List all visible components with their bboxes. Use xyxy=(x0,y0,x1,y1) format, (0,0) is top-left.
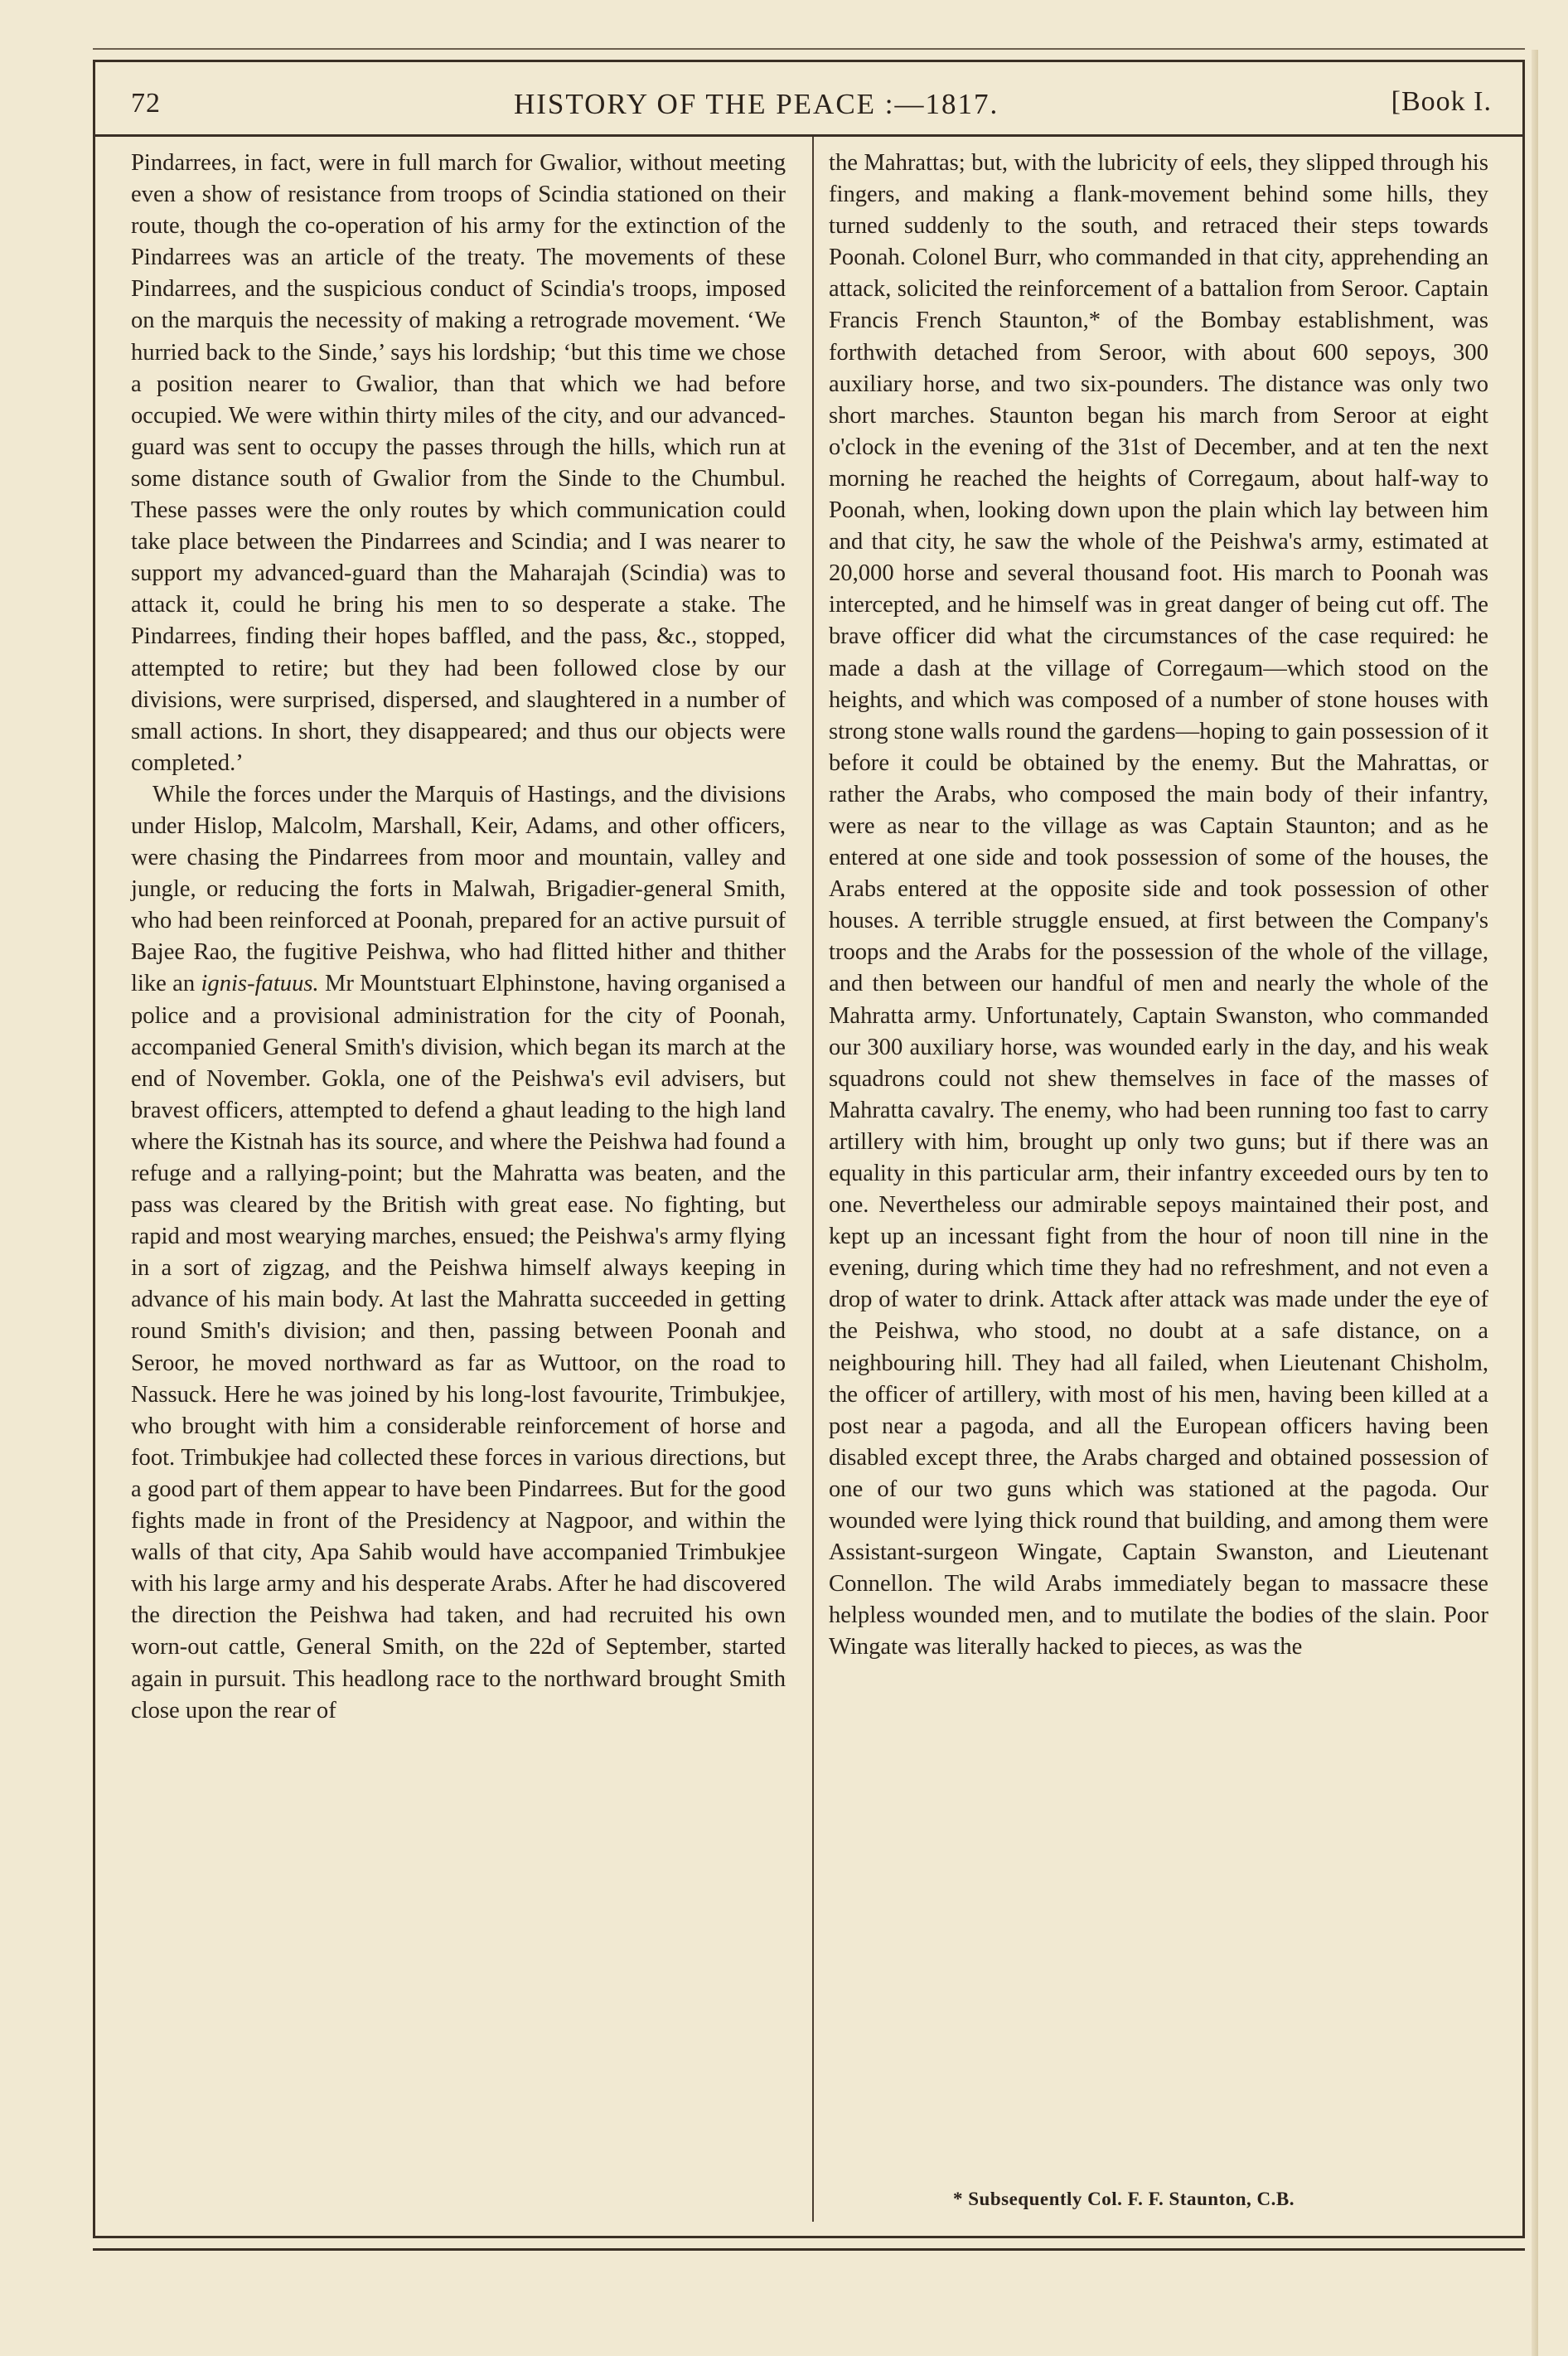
right-paragraph-1: the Mahrattas; but, with the lubricity of eels, they slipped through his fingers, and making a flank-movement behind some hills, they turned suddenly to the south, and retraced their steps towards Poonah. Colonel Burr, who commanded in that city, apprehending an attack, solicited the reinforcement of a battalion from Seroor. Captain Francis French Staunton,* of the Bombay establishment, was forthwith detached from Seroor, with about 600 sepoys, 300 auxiliary horse, and two six-pounders. The distance was only two short marches. Staunton began his march from Seroor at eight o'clock in the evening of the 31st of December, and at ten the next morning he reached the heights of Corregaum, about half-way to Poonah, when, looking down upon the plain which lay between him and that city, he saw the whole of the Peishwa's army, estimated at 20,000 horse and several thousand foot. His march to Poonah was intercepted, and he himself was in great danger of being cut off. The brave officer did what the circumstances of the case required: he made a dash at the village of Corregaum—which stood on the heights, and which was composed of a number of stone houses with strong stone walls round the gardens—hoping to gain possession of it before it could be obtained by the enemy. But the Mahrattas, or rather the Arabs, who composed the main body of their infantry, were as near to the village as was Captain Staunton; and as he entered at one side and took possession of some of the houses, the Arabs entered at the opposite side and took possession of other houses. A terrible struggle ensued, at first between the Company's troops and the Arabs for the possession of the whole of the village, and then between our handful of men and nearly the whole of the Mahratta army. Unfortunately, Captain Swanston, who commanded our 300 auxiliary horse, was wounded early in the day, and his weak squadrons could not shew themselves in face of the masses of Mahratta cavalry. The enemy, who had been running too fast to carry artillery with him, brought up only two guns; but if there was an equality in this particular arm, their infantry exceeded ours by ten to one. Nevertheless our admirable sepoys maintained their post, and kept up an incessant fight from the hour of noon till nine in the evening, during which time they had no refreshment, and not even a drop of water to drink. Attack after attack was made under the eye of the Peishwa, who stood, no doubt at a safe distance, on a neighbouring hill. They had all failed, when Lieutenant Chisholm, the officer of artillery, with most of his men, having been killed at a post near a pagoda, and all the European officers having been disabled except three, the Arabs charged and obtained possession of one of our two guns which was stationed at the pagoda. Our wounded were lying thick round that building, and among them were Assistant-surgeon Wingate, Captain Swanston, and Lieutenant Connellon. The wild Arabs immediately began to massacre these helpless wounded men, and to mutilate the bodies of the slain. Poor Wingate was literally hacked to pieces, as was the xyxy=(829,150,1488,1660)
header-rule xyxy=(93,134,1525,137)
book-label: [Book I. xyxy=(1391,86,1492,117)
top-rule xyxy=(93,48,1525,50)
column-rule xyxy=(812,137,814,2222)
left-column xyxy=(131,148,786,1727)
left-paragraph-2 xyxy=(131,779,786,1727)
footnote: * Subsequently Col. F. F. Staunton, C.B. xyxy=(953,2189,1295,2209)
page-number: 72 xyxy=(131,88,161,119)
left-paragraph-2-part-a: While the forces under the Marquis of Hastings, and the divisions under Hislop, Malcolm, Marshall, Keir, Adams, and other officers, were chasing the Pindarrees from moor and mountain, valley and jungle, or reducing the forts in Malwah, Brigadier-general Smith, who had been reinforced at Poonah, prepared for an active pursuit of Bajee Rao, the fugitive Peishwa, who had flitted hither and thither like an xyxy=(131,781,786,997)
page-edge-shadow xyxy=(1532,50,1538,2356)
running-title: HISTORY OF THE PEACE :—1817. xyxy=(514,88,999,120)
right-column xyxy=(829,148,1488,1664)
running-header xyxy=(124,83,1500,133)
left-paragraph-1: Pindarrees, in fact, were in full march for Gwalior, without meeting even a show of resistance from troops of Scindia stationed on their route, though the co-operation of his army for the extinction of the Pindarrees was an article of the treaty. The movements of these Pindarrees, and the suspicious conduct of Scindia's troops, imposed on the marquis the necessity of making a retrograde movement. ‘We hurried back to the Sinde,’ says his lordship; ‘but this time we chose a position nearer to Gwalior, than that which we had before occupied. We were within thirty miles of the city, and our advanced-guard was sent to occupy the passes through the hills, which run at some distance south of Gwalior from the Sinde to the Chumbul. These passes were the only routes by which communication could take place between the Pindarrees and Scindia; and I was nearer to support my advanced-guard than the Maharajah (Scindia) was to attack it, could he bring his men to so desperate a stake. The Pindarrees, finding their hopes baffled, and the pass, &c., stopped, attempted to retire; but they had been followed close by our divisions, were surprised, dispersed, and slaughtered in a number of small actions. In short, they disappeared; and thus our objects were completed.’ xyxy=(131,150,786,776)
left-paragraph-2-part-b: Mr Mountstuart Elphinstone, having organised a police and a provisional administration for the city of Poonah, accompanied General Smith's division, which began its march at the end of November. Gokla, one of the Peishwa's evil advisers, but bravest officers, attempted to defend a ghaut leading to the high land where the Kistnah has its source, and where the Peishwa had found a refuge and a rallying-point; but the Mahratta was beaten, and the pass was cleared by the British with great ease. No fighting, but rapid and most wearying marches, ensued; the Peishwa's army flying in a sort of zigzag, and the Peishwa himself always keeping in advance of his main body. At last the Mahratta succeeded in getting round Smith's division; and then, passing between Poonah and Seroor, he moved northward as far as Wuttoor, on the road to Nassuck. Here he was joined by his long-lost favourite, Trimbukjee, who brought with him a considerable reinforcement of horse and foot. Trimbukjee had collected these forces in various directions, but a good part of them appear to have been Pindarrees. But for the good fights made in front of the Presidency at Nagpoor, and within the walls of that city, Apa Sahib would have accompanied Trimbukjee with his large army and his desperate Arabs. After he had discovered the direction the Peishwa had taken, and had recruited his own worn-out cattle, General Smith, on the 22d of September, started again in pursuit. This headlong race to the northward brought Smith close upon the rear of xyxy=(131,971,786,1723)
left-paragraph-2-italic: ignis-fatuus. xyxy=(201,971,319,997)
bottom-rule xyxy=(93,2248,1525,2251)
